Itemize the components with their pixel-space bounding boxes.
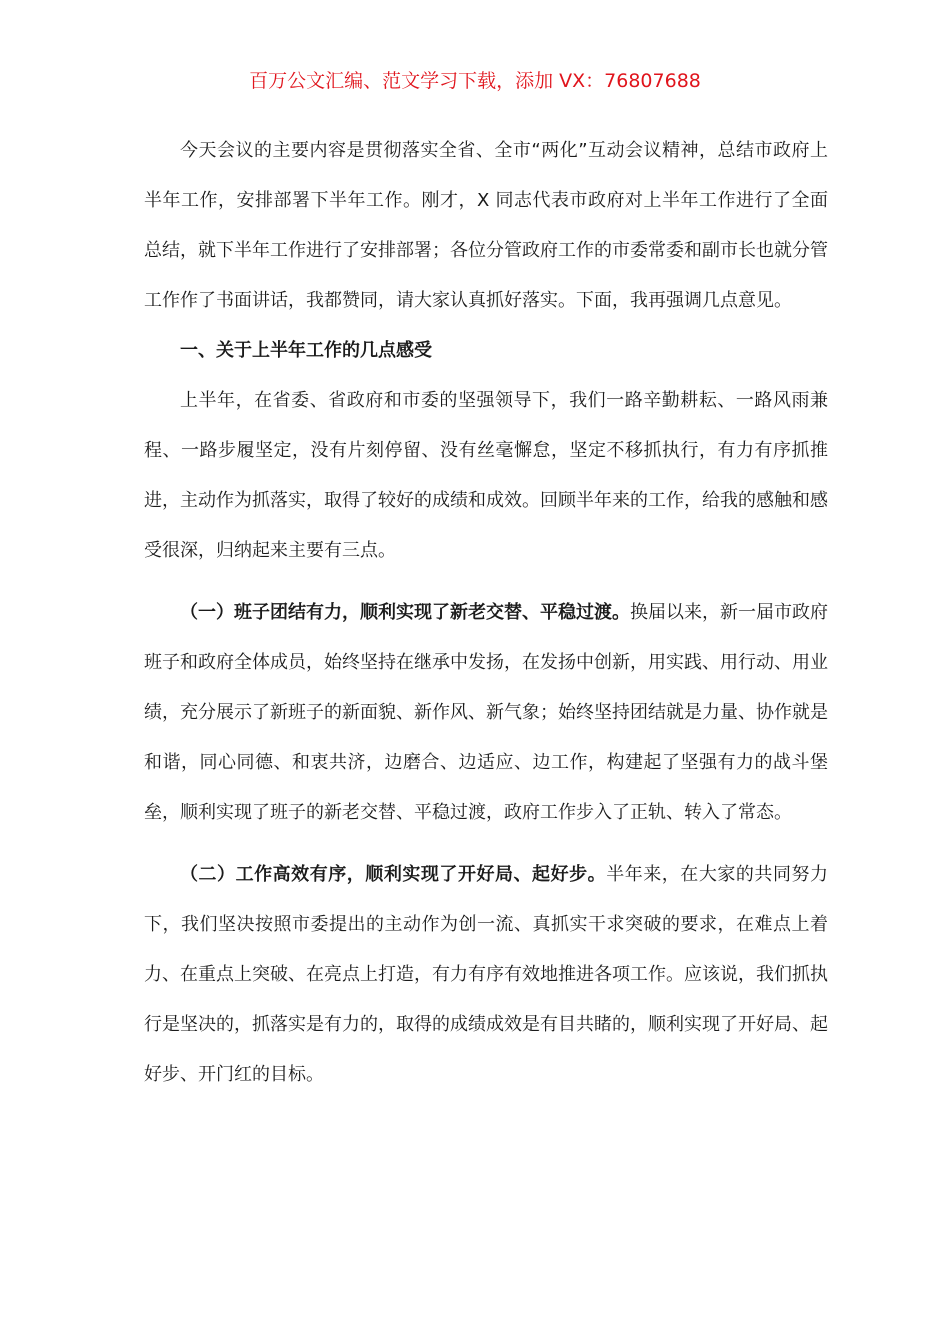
point-one-body: 换届以来，新一届市政府班子和政府全体成员，始终坚持在继承中发扬，在发扬中创新，用实践、用行动、用业绩，充分展示了新班子的新面貌、新作风、新气象；始终坚持团结就是力量、协作就是和谐，同心同德、和衷共济，边磨合、边适应、边工作，构建起了坚强有力的战斗堡垒，顺利实现了班子的新老交替、平稳过渡，政府工作步入了正轨、转入了常态。 (144, 602, 828, 823)
point-two-title: （二）工作高效有序，顺利实现了开好局、起好步。 (180, 864, 607, 885)
point-one-title: （一）班子团结有力，顺利实现了新老交替、平稳过渡。 (180, 602, 630, 623)
watermark-header: 百万公文汇编、范文学习下载，添加 VX：76807688 (249, 70, 701, 92)
paragraph-gap (144, 576, 828, 588)
intro-paragraph: 今天会议的主要内容是贯彻落实全省、全市“两化”互动会议精神，总结市政府上半年工作，安排部署下半年工作。刚才，X 同志代表市政府对上半年工作进行了全面总结，就下半年工作进行了安排部署；各位分管政府工作的市委常委和副市长也就分管工作作了书面讲话，我都赞同，请大家认真抓好落实。下面，我再强调几点意见。 (144, 140, 828, 311)
point-one-paragraph (144, 588, 828, 838)
paragraph-gap (144, 838, 828, 850)
section-body-paragraph: 上半年，在省委、省政府和市委的坚强领导下，我们一路辛勤耕耘、一路风雨兼程、一路步履坚定，没有片刻停留、没有丝毫懈怠，坚定不移抓执行，有力有序抓推进，主动作为抓落实，取得了较好的成绩和成效。回顾半年来的工作，给我的感触和感受很深，归纳起来主要有三点。 (144, 390, 828, 561)
point-two-paragraph (144, 850, 828, 1100)
point-two-body: 半年来，在大家的共同努力下，我们坚决按照市委提出的主动作为创一流、真抓实干求突破的要求，在难点上着力、在重点上突破、在亮点上打造，有力有序有效地推进各项工作。应该说，我们抓执行是坚决的，抓落实是有力的，取得的成绩成效是有目共睹的，顺利实现了开好局、起好步、开门红的目标。 (144, 864, 829, 1085)
document-body (144, 126, 828, 1100)
section-heading: 一、关于上半年工作的几点感受 (180, 340, 432, 361)
